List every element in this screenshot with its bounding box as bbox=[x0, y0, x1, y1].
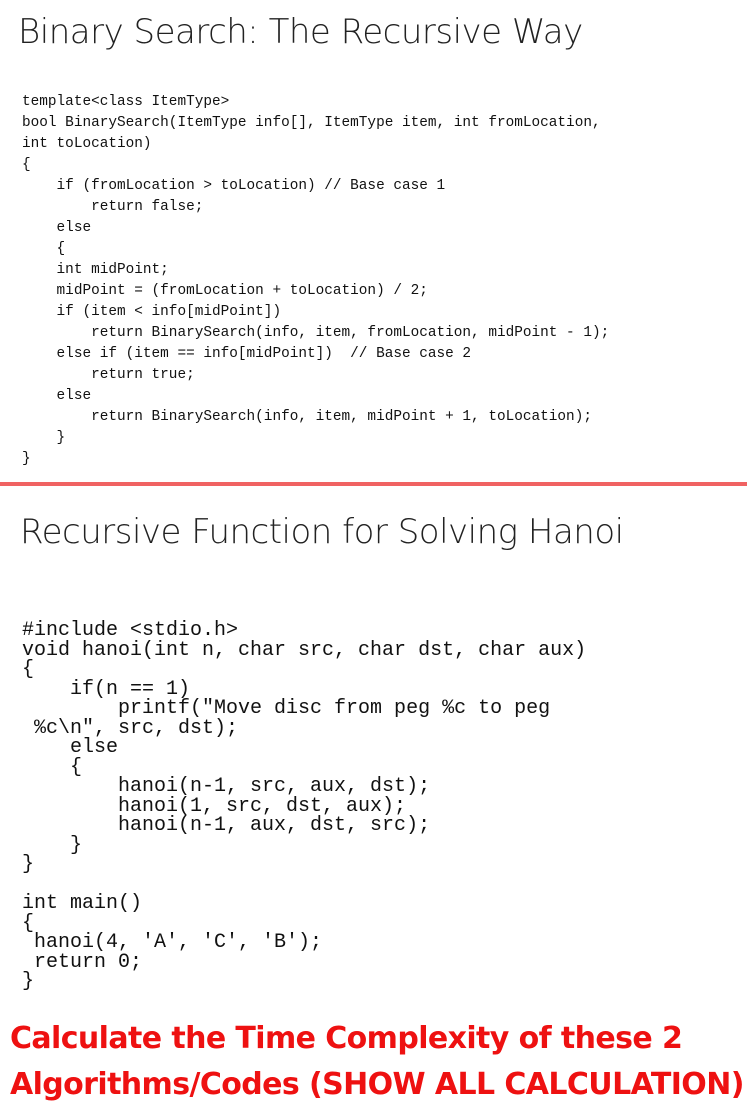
binary-search-code-block: template<class ItemType> bool BinarySearch(ItemType info[], ItemType item, int fromLocation, int toLocation) { if (fromLocation > toLocation) // Base case 1 return false; else { int midPoint; midPoint = (fromLocation + toLocation) / 2; if (item < info[midPoint]) return BinarySearch(info, item, fromLocation, midPoint - 1); else if (item == info[midPoint]) // Base case 2 return true; else return BinarySearch(info, item, midPoint + 1, toLocation); } } bbox=[22, 94, 610, 467]
hanoi-code-block: #include <stdio.h> void hanoi(int n, char src, char dst, char aux) { if(n == 1) printf("Move disc from peg %c to peg %c\n", src, dst); else { hanoi(n-1, src, aux, dst); hanoi(1, src, dst, aux); hanoi(n-1, aux, dst, src); } } int main() { hanoi(4, 'A', 'C', 'B'); return 0; } bbox=[22, 619, 587, 993]
question-line-1: Calculate the Time Complexity of these 2 bbox=[10, 1021, 683, 1056]
question-text bbox=[10, 1016, 744, 1108]
binary-search-title: Binary Search: The Recursive Way bbox=[18, 12, 583, 52]
section-divider bbox=[0, 482, 747, 486]
hanoi-title: Recursive Function for Solving Hanoi bbox=[20, 512, 624, 552]
question-line-2: Algorithms/Codes (SHOW ALL CALCULATION) bbox=[10, 1067, 744, 1102]
